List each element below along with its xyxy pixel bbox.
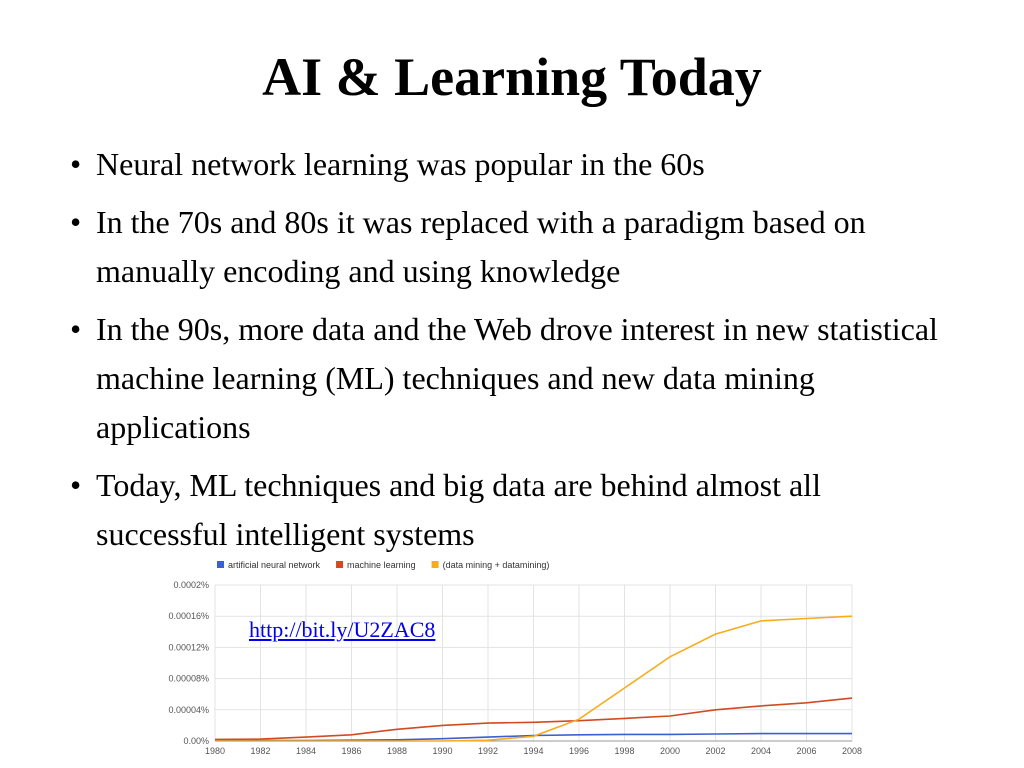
bullet-item bbox=[70, 461, 950, 559]
x-tick-label: 1980 bbox=[204, 746, 226, 756]
bullet-text: In the 70s and 80s it was replaced with a paradigm based on manually encoding and using knowledge bbox=[96, 204, 866, 289]
bullet-dot: • bbox=[70, 146, 82, 182]
y-tick-label: 0.0002% bbox=[173, 580, 209, 590]
bullet-dot: • bbox=[70, 467, 82, 503]
bullet-item bbox=[70, 140, 950, 189]
chart-source-link[interactable]: http://bit.ly/U2ZAC8 bbox=[249, 617, 436, 642]
legend-label: machine learning bbox=[347, 560, 416, 570]
ngram-chart bbox=[160, 555, 870, 768]
slide-title: AI & Learning Today bbox=[262, 47, 762, 107]
bullet-item bbox=[70, 305, 950, 452]
y-tick-label: 0.00004% bbox=[168, 704, 209, 715]
legend-swatch bbox=[217, 561, 224, 568]
x-tick-label: 1990 bbox=[432, 746, 453, 756]
bullet-list bbox=[70, 140, 950, 568]
x-tick-label: 2002 bbox=[705, 746, 726, 756]
ngram-chart-svg bbox=[160, 555, 870, 768]
x-tick-label: 2004 bbox=[750, 746, 772, 756]
x-tick-label: 1992 bbox=[477, 746, 499, 756]
x-tick-label: 1986 bbox=[341, 746, 362, 756]
legend-label: (data mining + datamining) bbox=[442, 560, 550, 570]
x-tick-label: 1996 bbox=[568, 746, 590, 756]
y-tick-label: 0.00008% bbox=[168, 673, 209, 684]
x-tick-label: 2000 bbox=[659, 746, 681, 756]
x-tick-label: 1982 bbox=[250, 746, 271, 756]
bullet-item bbox=[70, 198, 950, 296]
x-tick-label: 1998 bbox=[614, 746, 635, 756]
legend-swatch bbox=[432, 561, 439, 568]
y-tick-label: 0.00% bbox=[183, 736, 209, 746]
x-tick-label: 2008 bbox=[841, 746, 863, 756]
legend-swatch bbox=[336, 561, 343, 568]
bullet-text: Neural network learning was popular in the 60s bbox=[96, 146, 705, 182]
x-tick-label: 1994 bbox=[523, 746, 544, 756]
x-tick-label: 2006 bbox=[796, 746, 817, 756]
bullet-text: In the 90s, more data and the Web drove interest in new statistical machine learning (ML) techniques and new data mining applications bbox=[96, 311, 938, 445]
bullet-dot: • bbox=[70, 311, 82, 347]
x-tick-label: 1988 bbox=[386, 746, 408, 756]
bullet-text: Today, ML techniques and big data are behind almost all successful intelligent systems bbox=[96, 467, 821, 552]
y-tick-label: 0.00012% bbox=[168, 642, 209, 653]
x-tick-label: 1984 bbox=[295, 746, 317, 756]
y-tick-label: 0.00016% bbox=[168, 611, 209, 622]
bullet-dot: • bbox=[70, 204, 82, 240]
legend-label: artificial neural network bbox=[228, 560, 321, 570]
